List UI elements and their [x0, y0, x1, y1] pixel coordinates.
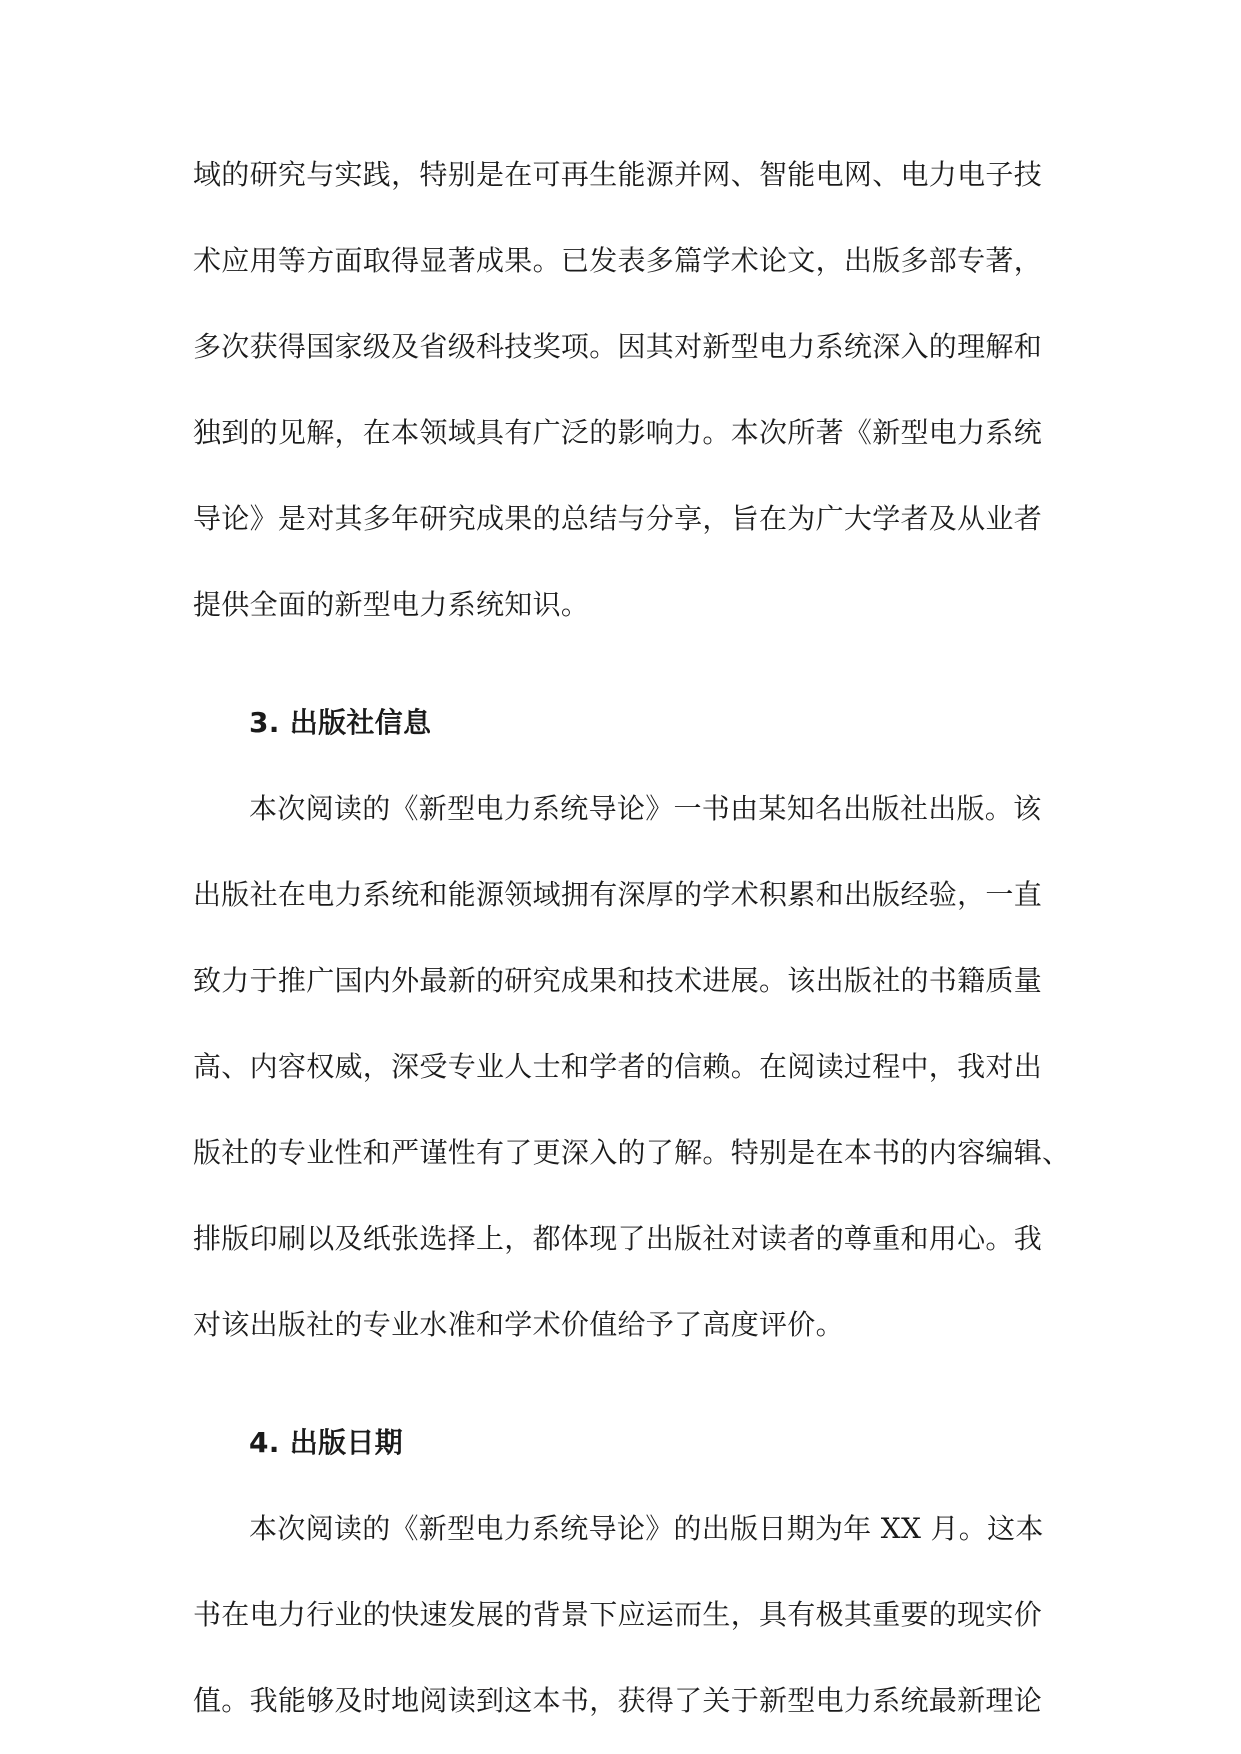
text-line: 出版社在电力系统和能源领域拥有深厚的学术积累和出版经验，一直 — [193, 878, 1043, 911]
text-line: 本次阅读的《新型电力系统导论》一书由某知名出版社出版。该 — [249, 792, 1042, 825]
text-line: 提供全面的新型电力系统知识。 — [193, 588, 590, 621]
document-body — [193, 142, 1071, 1754]
section-spacer — [193, 1378, 1053, 1410]
text-line: 本次阅读的《新型电力系统导论》的出版日期为年 XX 月。这本 — [249, 1512, 1044, 1545]
text-line: 书在电力行业的快速发展的背景下应运而生，具有极其重要的现实价 — [193, 1598, 1043, 1631]
section-heading: 4. 出版日期 — [249, 1426, 403, 1459]
text-line: 域的研究与实践，特别是在可再生能源并网、智能电网、电力电子技 — [193, 158, 1043, 191]
section-publisher-info — [193, 690, 1071, 1378]
paragraph-author-background — [193, 142, 1053, 658]
text-line: 版社的专业性和严谨性有了更深入的了解。特别是在本书的内容编辑、 — [193, 1136, 1071, 1169]
section-spacer — [193, 658, 1053, 690]
text-line: 对该出版社的专业水准和学术价值给予了高度评价。 — [193, 1308, 844, 1341]
text-line: 排版印刷以及纸张选择上，都体现了出版社对读者的尊重和用心。我 — [193, 1222, 1043, 1255]
text-line: 多次获得国家级及省级科技奖项。因其对新型电力系统深入的理解和 — [193, 330, 1043, 363]
text-line: 导论》是对其多年研究成果的总结与分享，旨在为广大学者及从业者 — [193, 502, 1043, 535]
text-line: 独到的见解，在本领域具有广泛的影响力。本次所著《新型电力系统 — [193, 416, 1043, 449]
text-line: 值。我能够及时地阅读到这本书，获得了关于新型电力系统最新理论 — [193, 1684, 1043, 1717]
section-heading: 3. 出版社信息 — [249, 706, 432, 739]
text-line: 高、内容权威，深受专业人士和学者的信赖。在阅读过程中，我对出 — [193, 1050, 1043, 1083]
text-line: 术应用等方面取得显著成果。已发表多篇学术论文，出版多部专著， — [193, 244, 1043, 277]
section-publication-date — [193, 1410, 1053, 1754]
text-line: 致力于推广国内外最新的研究成果和技术进展。该出版社的书籍质量 — [193, 964, 1043, 997]
